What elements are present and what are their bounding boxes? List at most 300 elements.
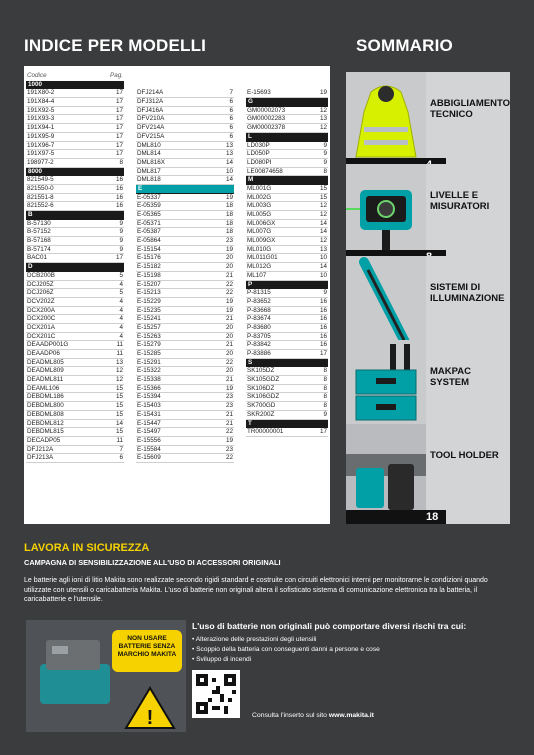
page-number: 16: [319, 297, 327, 305]
page-number: 12: [319, 237, 327, 245]
index-row[interactable]: [136, 341, 234, 350]
summary-card-levels[interactable]: [346, 164, 510, 264]
qr-code[interactable]: [192, 670, 240, 718]
model-code: P-83705: [247, 332, 271, 340]
page-number: 4: [119, 323, 123, 331]
model-code: DEBDML812: [27, 419, 64, 427]
index-row[interactable]: [136, 437, 234, 446]
page-number: 15: [115, 410, 123, 418]
model-code: ML009GX: [247, 237, 276, 245]
page-number: 14: [225, 158, 233, 166]
model-code: E-15584: [137, 445, 161, 453]
summary-page: 18: [426, 511, 439, 523]
index-row[interactable]: [246, 254, 328, 263]
page-number: 20: [225, 254, 233, 262]
model-code: DCJ206Z: [27, 289, 54, 297]
index-section-header: E: [136, 185, 234, 194]
index-row[interactable]: [136, 385, 234, 394]
model-code: E-15213: [137, 289, 161, 297]
model-code: ML003G: [247, 202, 272, 210]
index-row[interactable]: [246, 159, 328, 168]
model-code: 191X93-3: [27, 115, 55, 123]
index-row[interactable]: [136, 194, 234, 203]
risk-bullet: • Alterazione delle prestazioni degli utensili: [192, 636, 317, 643]
index-row[interactable]: [26, 228, 124, 237]
website-link[interactable]: www.makita.it: [328, 712, 374, 719]
page-number: 4: [119, 332, 123, 340]
index-row[interactable]: [26, 359, 124, 368]
index-row[interactable]: [26, 194, 124, 203]
page-number: 16: [115, 184, 123, 192]
index-row[interactable]: [26, 446, 124, 455]
page-number: 15: [115, 384, 123, 392]
page-number: 9: [119, 237, 123, 245]
index-row[interactable]: [136, 324, 234, 333]
page-number: 21: [225, 376, 233, 384]
index-row[interactable]: [26, 298, 124, 307]
model-code: E-15497: [137, 428, 161, 436]
page-number: 18: [225, 219, 233, 227]
index-row[interactable]: [26, 176, 124, 185]
page-number: 4: [119, 306, 123, 314]
page-number: 8: [323, 367, 327, 375]
page-number: 16: [319, 315, 327, 323]
index-column-3: [246, 89, 328, 437]
index-section-header: D: [26, 263, 124, 272]
page-number: 20: [225, 332, 233, 340]
index-row[interactable]: [246, 263, 328, 272]
model-code: DEADML805: [27, 358, 64, 366]
page-number: 21: [225, 271, 233, 279]
page-number: 22: [225, 454, 233, 462]
model-code: ML001G: [247, 184, 272, 192]
page-number: 17: [115, 132, 123, 140]
page-number: 15: [115, 402, 123, 410]
model-code: ML007G: [247, 228, 272, 236]
index-row[interactable]: [246, 246, 328, 255]
model-code: E-15431: [137, 410, 161, 418]
page-number: 17: [115, 89, 123, 97]
page-number: 8: [323, 384, 327, 392]
model-code: LE00874658: [247, 167, 283, 175]
model-code: E-15182: [137, 263, 161, 271]
model-code: E-15338: [137, 376, 161, 384]
page-number: 14: [319, 263, 327, 271]
page-number: 11: [116, 350, 123, 357]
page-number: 19: [225, 193, 233, 201]
model-code: 821551-8: [27, 193, 54, 201]
summary-card-apparel[interactable]: [346, 72, 510, 172]
index-row[interactable]: [246, 142, 328, 151]
page-number: 18: [225, 228, 233, 236]
model-code: E-15154: [137, 245, 161, 253]
page-number: 15: [115, 393, 123, 401]
index-row[interactable]: [246, 150, 328, 159]
index-row[interactable]: [26, 411, 124, 420]
page-number: 8: [323, 393, 327, 401]
model-code: DCX200A: [27, 306, 56, 314]
page-number: 23: [225, 445, 233, 453]
index-row[interactable]: [246, 228, 328, 237]
index-row[interactable]: [246, 194, 328, 203]
risk-bullet: • Scoppio della batteria con conseguenti danni a persone e cose: [192, 646, 380, 653]
index-row[interactable]: [136, 411, 234, 420]
index-row[interactable]: [246, 298, 328, 307]
warning-badge: NON USARE BATTERIE SENZA MARCHIO MAKITA: [112, 630, 182, 672]
page-number: 19: [225, 297, 233, 305]
index-row[interactable]: [136, 446, 234, 455]
index-row[interactable]: [26, 254, 124, 263]
page-number: 11: [116, 436, 123, 444]
index-row[interactable]: [246, 211, 328, 220]
model-code: ML006GX: [247, 219, 276, 227]
index-row[interactable]: [136, 133, 234, 142]
page-number: 8: [323, 376, 327, 384]
index-row[interactable]: [246, 168, 328, 177]
index-row[interactable]: [136, 420, 234, 429]
index-row[interactable]: [246, 272, 328, 281]
model-code: DEAADP06: [27, 350, 60, 357]
index-row[interactable]: [136, 115, 234, 124]
model-code: SK105DZ: [247, 367, 275, 375]
model-code: ML010G: [247, 245, 272, 253]
page-number: 6: [229, 98, 233, 106]
page-number: 17: [319, 428, 327, 436]
model-code: B-57130: [27, 219, 51, 227]
index-row[interactable]: [26, 133, 124, 142]
model-code: 821552-6: [27, 202, 54, 210]
index-row[interactable]: [26, 385, 124, 394]
index-row[interactable]: [26, 341, 124, 350]
page-number: 16: [115, 193, 123, 201]
index-section-header: B: [26, 211, 124, 220]
index-row[interactable]: [26, 437, 124, 446]
index-row[interactable]: [136, 150, 234, 159]
index-row[interactable]: [136, 124, 234, 133]
index-row[interactable]: [26, 393, 124, 402]
page-number: 20: [225, 350, 233, 358]
index-row[interactable]: [136, 237, 234, 246]
index-row[interactable]: [246, 402, 328, 411]
page-number: 8: [323, 402, 327, 410]
index-row[interactable]: [136, 89, 234, 98]
model-code: DML818: [137, 176, 161, 184]
page-number: 4: [119, 280, 123, 288]
model-code: TR00000001: [247, 428, 284, 436]
index-section-header: P: [246, 281, 328, 290]
index-row[interactable]: [136, 376, 234, 385]
model-code: 191X84-4: [27, 98, 55, 106]
model-code: E-05359: [137, 202, 161, 210]
index-row[interactable]: [246, 341, 328, 350]
index-row[interactable]: [246, 237, 328, 246]
index-row[interactable]: [136, 315, 234, 324]
index-row[interactable]: [26, 333, 124, 342]
model-code: DEBDML186: [27, 393, 64, 401]
page-number: 14: [115, 419, 123, 427]
model-code: 821550-0: [27, 184, 54, 192]
safety-title: LAVORA IN SICUREZZA: [24, 542, 150, 554]
page-number: 9: [323, 289, 327, 297]
index-row[interactable]: [26, 315, 124, 324]
model-code: B-57152: [27, 228, 51, 236]
page-number: 23: [225, 237, 233, 245]
model-code: E-15366: [137, 384, 161, 392]
summary-label: MAKPAC SYSTEM: [430, 366, 471, 388]
page-number: 19: [225, 306, 233, 314]
model-code: DCJ205Z: [27, 280, 54, 288]
index-row[interactable]: [136, 220, 234, 229]
page-number: 6: [229, 106, 233, 114]
model-code: E-15403: [137, 402, 161, 410]
page-number: 19: [225, 384, 233, 392]
index-row[interactable]: [246, 376, 328, 385]
model-code: E-15257: [137, 323, 161, 331]
index-row[interactable]: [136, 333, 234, 342]
index-row[interactable]: [136, 359, 234, 368]
index-row[interactable]: [136, 307, 234, 316]
page-number: 12: [319, 202, 327, 210]
page-number: 17: [319, 350, 327, 358]
index-row[interactable]: [136, 428, 234, 437]
page-number: 15: [319, 193, 327, 201]
model-code: 191X80-2: [27, 89, 55, 97]
index-row[interactable]: [26, 237, 124, 246]
page-number: 13: [319, 245, 327, 253]
index-row[interactable]: [136, 98, 234, 107]
index-row[interactable]: [246, 307, 328, 316]
model-code: E-15207: [137, 280, 161, 288]
model-code: E-15285: [137, 350, 161, 358]
page-number: 17: [115, 124, 123, 132]
index-row[interactable]: [26, 202, 124, 211]
index-row[interactable]: [26, 150, 124, 159]
index-row[interactable]: [136, 254, 234, 263]
model-code: ML005G: [247, 211, 272, 219]
model-code: DCX201A: [27, 323, 56, 331]
index-row[interactable]: [246, 324, 328, 333]
model-code: DML810: [137, 141, 161, 149]
summary-card-tool-holder[interactable]: [346, 424, 510, 524]
model-code: E-15279: [137, 341, 161, 349]
index-row[interactable]: [26, 246, 124, 255]
model-code: SK106GDZ: [247, 393, 280, 401]
index-row[interactable]: [136, 272, 234, 281]
index-row[interactable]: [246, 289, 328, 298]
model-code: B-57168: [27, 237, 51, 245]
summary-page-badge: [346, 510, 446, 524]
index-row[interactable]: [136, 107, 234, 116]
index-row[interactable]: [26, 124, 124, 133]
index-row[interactable]: [26, 89, 124, 98]
index-row[interactable]: [136, 228, 234, 237]
index-row[interactable]: [246, 428, 328, 437]
page-number: 21: [225, 419, 233, 427]
index-row[interactable]: [136, 367, 234, 376]
index-row[interactable]: [26, 289, 124, 298]
battery-warning-image: [26, 620, 186, 732]
safety-body: Le batterie agli ioni di litio Makita sono realizzate secondo rigidi standard e costruite con circuiti elettronici interni per monitorarne le condizioni quando utilizzate con utensili o caricabatteria Makita. L'uso di batterie non originali altera il sofisticato sistema di comunicazione elettronica tra la batteria, il caricabatterie e l'utensile.: [24, 577, 488, 604]
index-row[interactable]: [246, 411, 328, 420]
index-row[interactable]: [26, 281, 124, 290]
index-row[interactable]: [136, 202, 234, 211]
model-code: DFJ416A: [137, 106, 164, 114]
model-code: E-15556: [137, 436, 161, 444]
index-row[interactable]: [136, 281, 234, 290]
model-code: E-15263: [137, 332, 161, 340]
model-code: 191X92-5: [27, 106, 55, 114]
index-row[interactable]: [26, 185, 124, 194]
index-row[interactable]: [26, 428, 124, 437]
index-column-2: [136, 89, 234, 463]
page-number: 6: [119, 454, 123, 462]
model-code: DEBDML808: [27, 410, 64, 418]
index-row[interactable]: [136, 402, 234, 411]
page-number: 16: [115, 202, 123, 210]
index-row[interactable]: [246, 202, 328, 211]
index-row[interactable]: [246, 385, 328, 394]
page-number: 19: [319, 89, 327, 97]
index-row[interactable]: [136, 246, 234, 255]
model-code: P-83842: [247, 341, 271, 349]
index-row[interactable]: [246, 220, 328, 229]
index-row[interactable]: [26, 454, 124, 463]
page-number: 8: [119, 158, 123, 166]
model-code: DFV215A: [137, 132, 165, 140]
model-code: DFV210A: [137, 115, 165, 123]
page-number: 6: [229, 124, 233, 132]
page-number: 5: [119, 271, 123, 279]
index-section-header: L: [246, 133, 328, 142]
page-header: Pag.: [110, 72, 123, 79]
model-code: E-15176: [137, 254, 161, 262]
page-number: 9: [323, 410, 327, 418]
index-row[interactable]: [26, 115, 124, 124]
index-row[interactable]: [26, 324, 124, 333]
index-row[interactable]: [26, 367, 124, 376]
index-row[interactable]: [246, 185, 328, 194]
index-row[interactable]: [26, 402, 124, 411]
model-code: BAC01: [27, 254, 47, 262]
index-row[interactable]: [246, 393, 328, 402]
page-number: 6: [229, 115, 233, 123]
summary-label: ABBIGLIAMENTO TECNICO: [430, 98, 510, 120]
index-row[interactable]: [246, 124, 328, 133]
model-code: 191X94-1: [27, 124, 55, 132]
model-code: DCB200B: [27, 271, 56, 279]
index-row[interactable]: [26, 376, 124, 385]
index-row[interactable]: [136, 211, 234, 220]
model-code: DFJ214A: [137, 89, 164, 97]
index-row[interactable]: [136, 298, 234, 307]
risk-title: L'uso di batterie non originali può comportare diversi rischi tra cui:: [192, 621, 467, 631]
page-number: 17: [115, 150, 123, 158]
index-row[interactable]: [246, 115, 328, 124]
model-code: E-05371: [137, 219, 161, 227]
page-number: 17: [115, 115, 123, 123]
page-number: 17: [115, 141, 123, 149]
model-code: DEADML811: [27, 376, 64, 384]
page-number: 17: [115, 106, 123, 114]
page-number: 20: [225, 263, 233, 271]
page-number: 9: [323, 158, 327, 166]
index-row[interactable]: [26, 107, 124, 116]
index-row[interactable]: [136, 393, 234, 402]
model-code: E-15609: [137, 454, 161, 462]
index-row[interactable]: [26, 350, 124, 359]
model-code: ML002G: [247, 193, 272, 201]
model-code: P-81315: [247, 289, 271, 297]
page-number: 16: [115, 176, 123, 184]
index-row[interactable]: [246, 350, 328, 359]
model-code: LD030P: [247, 141, 270, 149]
index-row[interactable]: [136, 142, 234, 151]
model-code: SK700GD: [247, 402, 276, 410]
index-row[interactable]: [136, 263, 234, 272]
index-row[interactable]: [26, 159, 124, 168]
index-row[interactable]: [246, 333, 328, 342]
model-code: DECADP05: [27, 436, 61, 444]
index-row[interactable]: [136, 289, 234, 298]
model-code: P-83680: [247, 323, 271, 331]
model-code: DCX201C: [27, 332, 56, 340]
index-row[interactable]: [26, 307, 124, 316]
index-row[interactable]: [26, 142, 124, 151]
index-row[interactable]: [136, 350, 234, 359]
page-number: 22: [225, 358, 233, 366]
model-code: E-05365: [137, 211, 161, 219]
index-row[interactable]: [26, 220, 124, 229]
model-code: DEBDML800: [27, 402, 64, 410]
index-row[interactable]: [136, 168, 234, 177]
model-code: 191X95-9: [27, 132, 55, 140]
index-row[interactable]: [136, 176, 234, 185]
model-code: DML817: [137, 167, 161, 175]
model-code: DEBDML815: [27, 428, 64, 436]
index-title: INDICE PER MODELLI: [24, 36, 207, 55]
page-number: 7: [229, 89, 233, 97]
page-number: 7: [119, 445, 123, 453]
index-row[interactable]: [26, 98, 124, 107]
index-row[interactable]: [136, 454, 234, 463]
model-code: DFJ212A: [27, 445, 54, 453]
model-code: E-15229: [137, 297, 161, 305]
index-row[interactable]: [136, 159, 234, 168]
page-number: 22: [225, 289, 233, 297]
model-code: E-15394: [137, 393, 161, 401]
index-row[interactable]: [26, 272, 124, 281]
index-row[interactable]: [246, 315, 328, 324]
page-number: 9: [119, 245, 123, 253]
model-code: E-15447: [137, 419, 161, 427]
page-number: 13: [319, 115, 327, 123]
page-number: 9: [119, 219, 123, 227]
safety-subtitle: CAMPAGNA DI SENSIBILIZZAZIONE ALL'USO DI ACCESSORI ORIGINALI: [24, 558, 281, 567]
index-row[interactable]: [26, 420, 124, 429]
index-row[interactable]: [246, 89, 328, 98]
model-code: DEAML106: [27, 384, 60, 392]
page-number: 23: [225, 393, 233, 401]
model-code: 191X97-5: [27, 150, 55, 158]
page-number: 18: [225, 211, 233, 219]
page-number: 4: [119, 315, 123, 323]
index-row[interactable]: [246, 107, 328, 116]
index-row[interactable]: [246, 367, 328, 376]
model-code: DML814: [137, 150, 161, 158]
summary-title: SOMMARIO: [356, 36, 453, 55]
page-number: 21: [225, 341, 233, 349]
page-number: 22: [225, 280, 233, 288]
